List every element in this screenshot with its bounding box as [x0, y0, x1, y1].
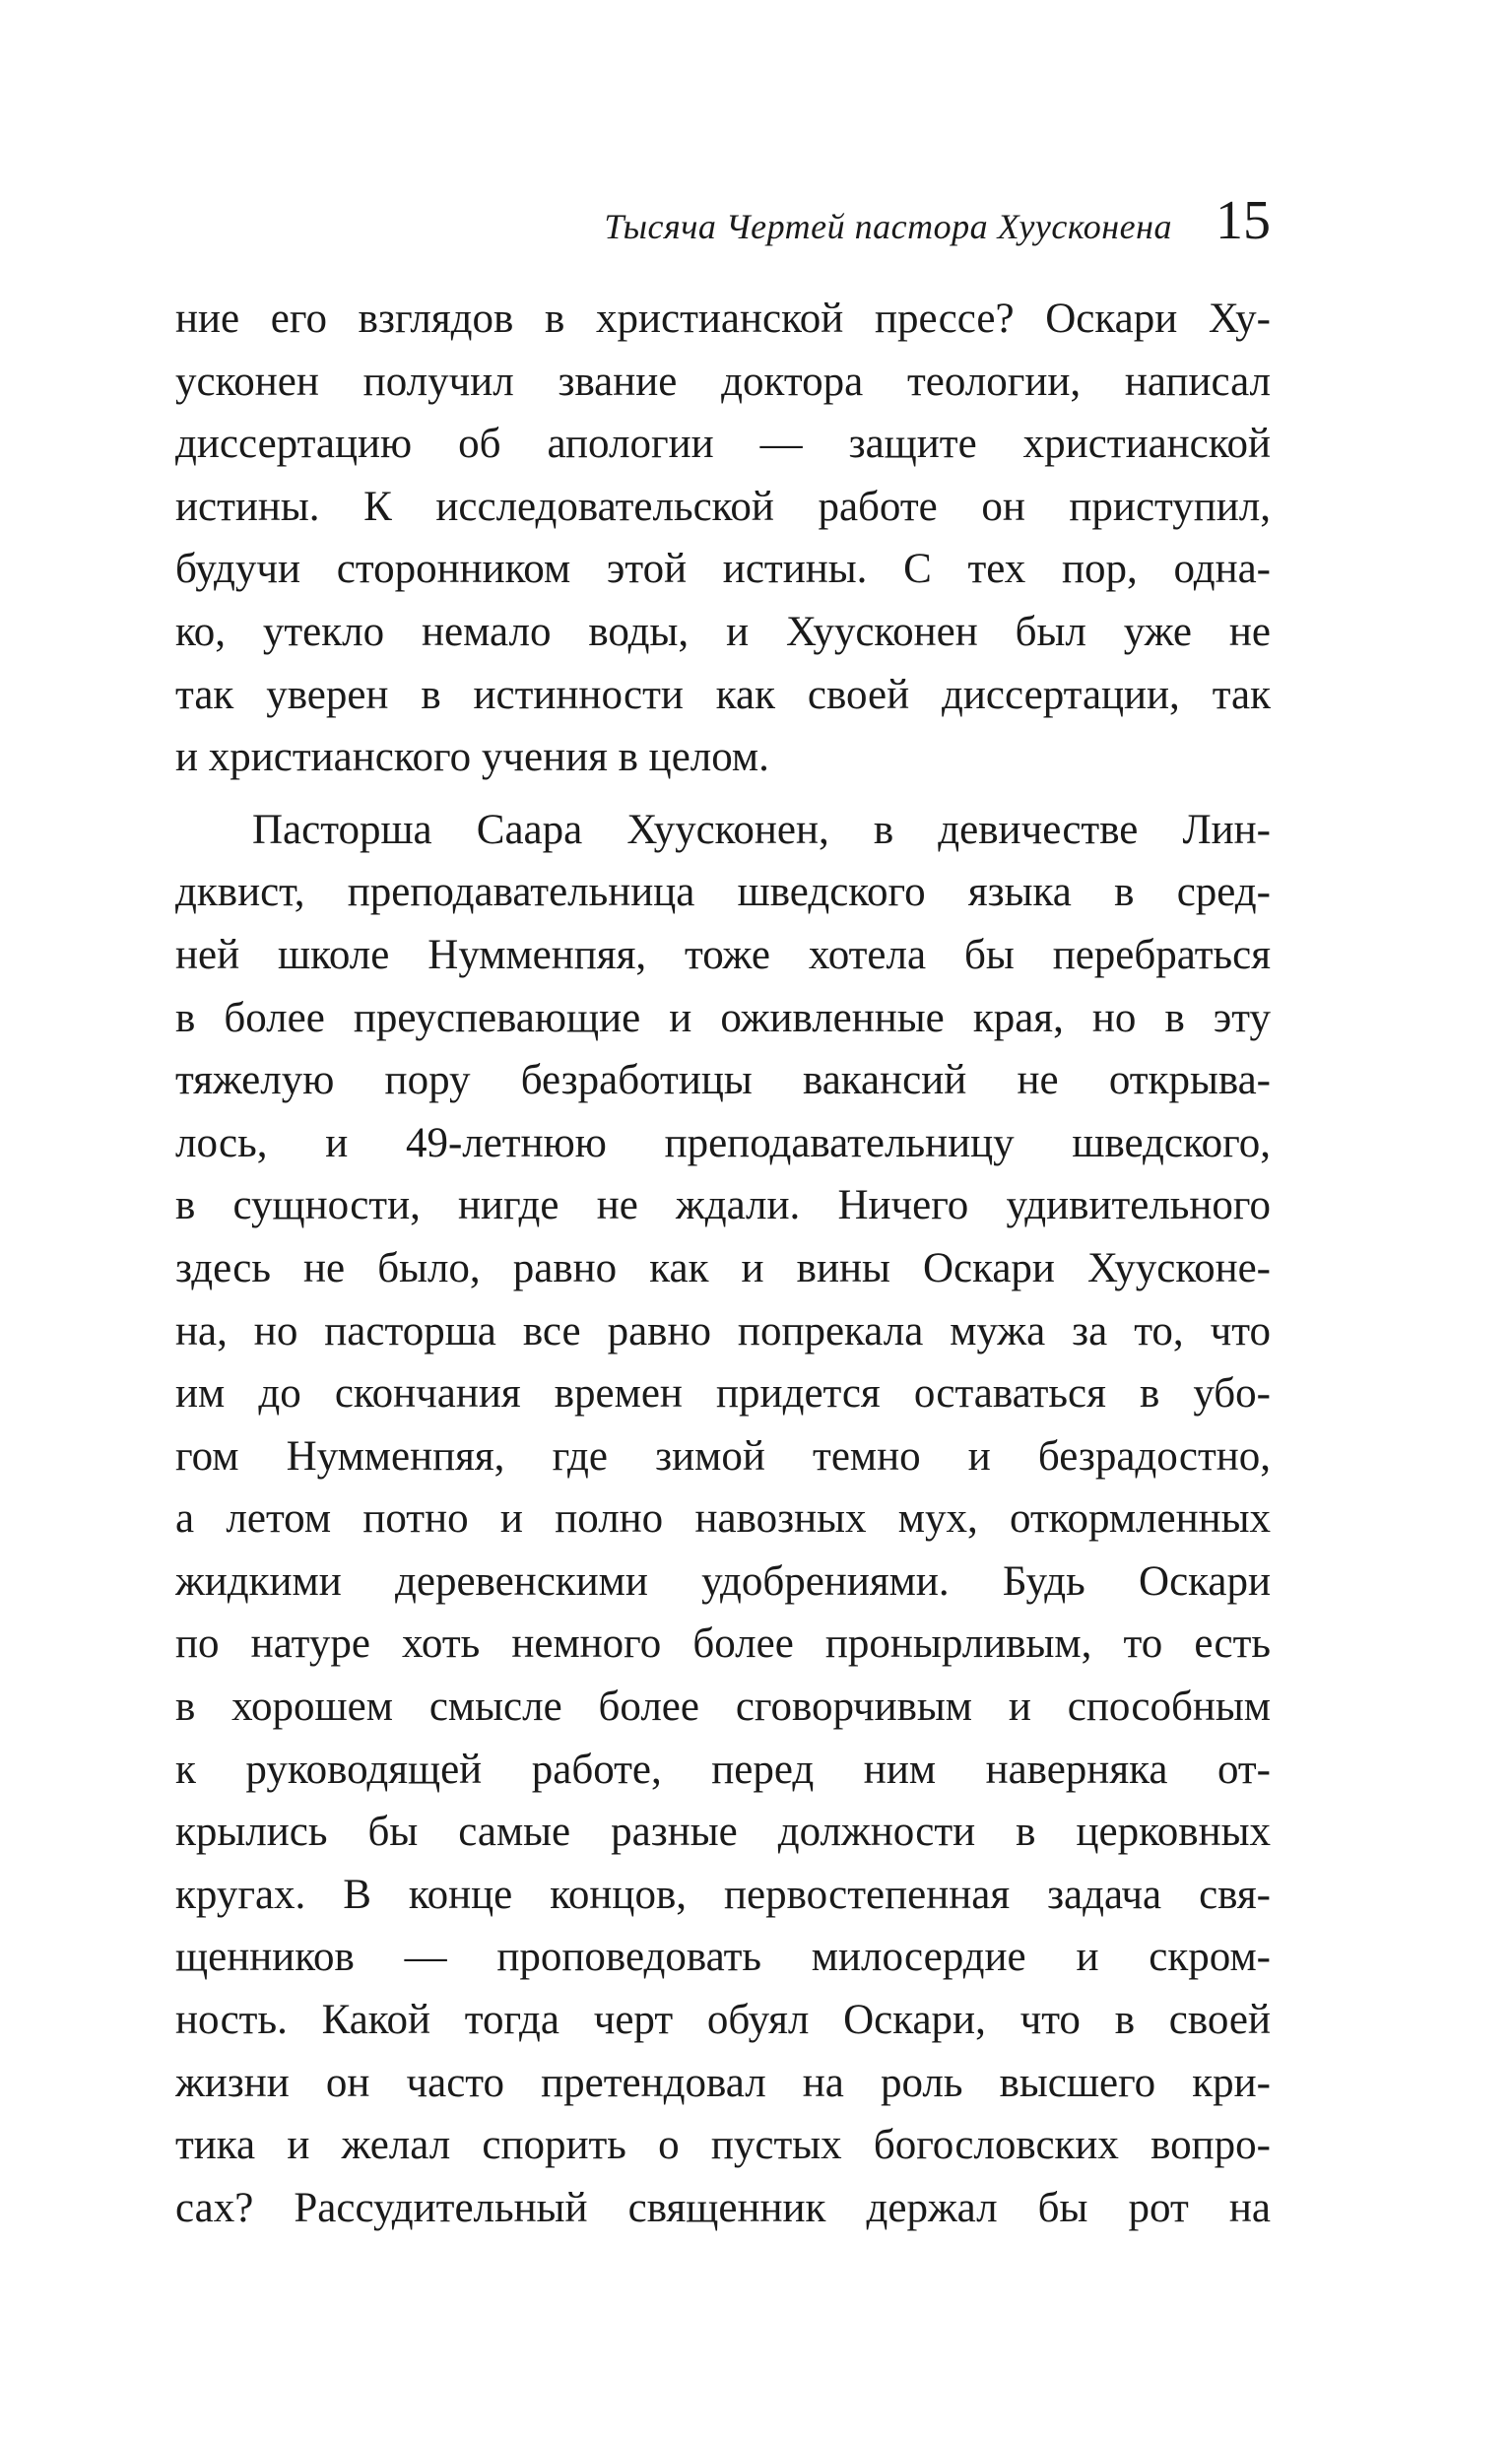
text-line: будучи сторонником этой истины. С тех пор, одна- [175, 546, 1271, 593]
text-line: диссертацию об апологии — защите христианской [175, 421, 1271, 468]
text-line: истины. К исследовательской работе он приступил, [175, 483, 1271, 530]
text-line: Пасторша Саара Хуусконен, в девичестве Лин- [252, 806, 1271, 853]
text-line: щенников — проповедовать милосердие и скром- [175, 1934, 1271, 1981]
text-line: жизни он часто претендовал на роль высшего кри- [175, 2059, 1271, 2106]
text-line: на, но пасторша все равно попрекала мужа за то, что [175, 1307, 1271, 1354]
text-line: по натуре хоть немного более пронырливым, то есть [175, 1620, 1271, 1668]
text-line: ней школе Нумменпяя, тоже хотела бы перебраться [175, 931, 1271, 978]
text-line: усконен получил звание доктора теологии, написал [175, 358, 1271, 405]
text-line: крылись бы самые разные должности в церковных [175, 1809, 1271, 1856]
text-line: в более преуспевающие и оживленные края, но в эту [175, 994, 1271, 1041]
text-line: ность. Какой тогда черт обуял Оскари, что в своей [175, 1997, 1271, 2044]
text-line: ние его взглядов в христианской прессе? Оскари Ху- [175, 296, 1271, 342]
text-line: тика и желал спорить о пустых богословских вопро- [175, 2122, 1271, 2169]
text-line: так уверен в истинности как своей диссертации, так [175, 671, 1271, 718]
text-line: жидкими деревенскими удобрениями. Будь Оскари [175, 1557, 1271, 1605]
paragraph [175, 799, 1271, 2240]
text-line: в сущности, нигде не ждали. Ничего удивительного [175, 1182, 1271, 1229]
paragraph [175, 288, 1271, 789]
text-line: гом Нумменпяя, где зимой темно и безрадостно, [175, 1432, 1271, 1480]
text-body [175, 288, 1271, 2239]
text-line: здесь не было, равно как и вины Оскари Хуусконе- [175, 1244, 1271, 1291]
text-line: им до скончания времен придется оставаться в убо- [175, 1370, 1271, 1418]
text-line: дквист, преподавательница шведского языка в сред- [175, 869, 1271, 916]
text-line: сах? Рассудительный священник держал бы рот на [175, 2184, 1271, 2231]
text-line: кругах. В конце концов, первостепенная задача свя- [175, 1871, 1271, 1918]
text-line: лось, и 49-летнюю преподавательницу шведского, [175, 1119, 1271, 1166]
running-header [175, 190, 1271, 262]
text-line: и христианского учения в целом. [175, 734, 769, 781]
running-header-title: Тысяча Чертей пастора Хуусконена [604, 207, 1172, 246]
text-line: тяжелую пору безработицы вакансий не открыва- [175, 1057, 1271, 1104]
paragraph-gap [175, 789, 1271, 799]
text-line: к руководящей работе, перед ним наверняка от- [175, 1746, 1271, 1793]
text-line: а летом потно и полно навозных мух, откормленных [175, 1495, 1271, 1543]
page-number: 15 [1216, 190, 1271, 251]
text-line: в хорошем смысле более сговорчивым и способным [175, 1684, 1271, 1731]
text-line: ко, утекло немало воды, и Хуусконен был уже не [175, 608, 1271, 655]
